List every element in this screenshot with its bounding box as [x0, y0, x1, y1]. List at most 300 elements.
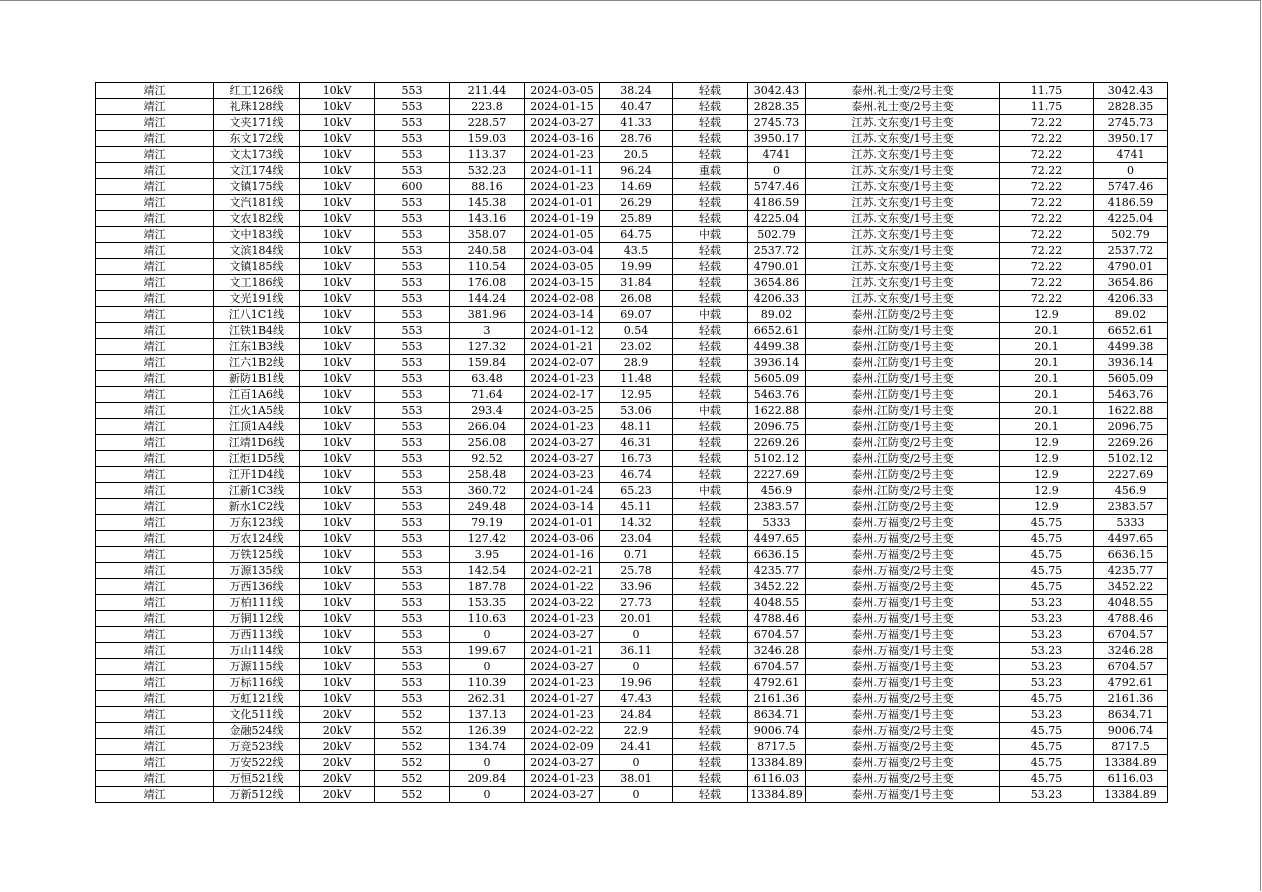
line-name-cell: 江百1A6线: [214, 387, 300, 403]
date-cell: 2024-03-04: [525, 243, 600, 259]
region-cell: 靖江: [96, 739, 214, 755]
load-status-cell: 轻载: [673, 243, 748, 259]
load-rate-cell: 11.48: [600, 371, 673, 387]
region-cell: 靖江: [96, 563, 214, 579]
region-cell: 靖江: [96, 547, 214, 563]
table-row: [96, 355, 1168, 371]
region-cell: 靖江: [96, 259, 214, 275]
load-cell: 153.35: [450, 595, 525, 611]
load-cell: 110.63: [450, 611, 525, 627]
load-rate-cell: 23.04: [600, 531, 673, 547]
transformer-rate-cell: 20.1: [1000, 355, 1094, 371]
transformer-rate-cell: 45.75: [1000, 739, 1094, 755]
load-cell: 3: [450, 323, 525, 339]
load-rate-cell: 24.41: [600, 739, 673, 755]
margin-cell: 89.02: [1094, 307, 1168, 323]
transformer-cell: 泰州.万福变/2号主变: [806, 547, 1000, 563]
transformer-cell: 泰州.万福变/1号主变: [806, 595, 1000, 611]
table-row: [96, 195, 1168, 211]
date-cell: 2024-03-14: [525, 499, 600, 515]
transformer-rate-cell: 53.23: [1000, 611, 1094, 627]
load-rate-cell: 14.69: [600, 179, 673, 195]
date-cell: 2024-03-05: [525, 259, 600, 275]
capacity-cell: 553: [375, 387, 450, 403]
voltage-cell: 10kV: [300, 371, 375, 387]
region-cell: 靖江: [96, 483, 214, 499]
load-rate-cell: 20.01: [600, 611, 673, 627]
line-name-cell: 万铁125线: [214, 547, 300, 563]
transformer-cell: 泰州.万福变/1号主变: [806, 643, 1000, 659]
margin-cell: 2161.36: [1094, 691, 1168, 707]
voltage-cell: 10kV: [300, 435, 375, 451]
transformer-cell: 泰州.万福变/1号主变: [806, 611, 1000, 627]
line-name-cell: 万柏111线: [214, 595, 300, 611]
region-cell: 靖江: [96, 419, 214, 435]
transformer-cell: 泰州.万福变/1号主变: [806, 707, 1000, 723]
capacity-cell: 553: [375, 227, 450, 243]
transformer-rate-cell: 20.1: [1000, 419, 1094, 435]
load-cell: 360.72: [450, 483, 525, 499]
load-cell: 0: [450, 659, 525, 675]
load-status-cell: 重载: [673, 163, 748, 179]
load-cell: 381.96: [450, 307, 525, 323]
voltage-cell: 10kV: [300, 515, 375, 531]
load-status-cell: 轻载: [673, 323, 748, 339]
capacity-cell: 553: [375, 515, 450, 531]
load-cell: 144.24: [450, 291, 525, 307]
voltage-cell: 10kV: [300, 419, 375, 435]
margin-cell: 4788.46: [1094, 611, 1168, 627]
transformer-rate-cell: 12.9: [1000, 451, 1094, 467]
margin-cell: 4186.59: [1094, 195, 1168, 211]
load-status-cell: 轻载: [673, 627, 748, 643]
available-cell: 89.02: [748, 307, 806, 323]
load-status-cell: 轻载: [673, 563, 748, 579]
capacity-cell: 553: [375, 499, 450, 515]
capacity-cell: 553: [375, 259, 450, 275]
date-cell: 2024-03-27: [525, 627, 600, 643]
available-cell: 4790.01: [748, 259, 806, 275]
region-cell: 靖江: [96, 499, 214, 515]
margin-cell: 8717.5: [1094, 739, 1168, 755]
voltage-cell: 10kV: [300, 643, 375, 659]
load-status-cell: 轻载: [673, 131, 748, 147]
region-cell: 靖江: [96, 147, 214, 163]
load-status-cell: 轻载: [673, 531, 748, 547]
capacity-cell: 552: [375, 771, 450, 787]
transformer-rate-cell: 72.22: [1000, 275, 1094, 291]
voltage-cell: 10kV: [300, 659, 375, 675]
load-cell: 211.44: [450, 83, 525, 99]
transformer-rate-cell: 72.22: [1000, 179, 1094, 195]
load-cell: 358.07: [450, 227, 525, 243]
margin-cell: 6652.61: [1094, 323, 1168, 339]
load-rate-cell: 0: [600, 627, 673, 643]
margin-cell: 5747.46: [1094, 179, 1168, 195]
voltage-cell: 10kV: [300, 387, 375, 403]
region-cell: 靖江: [96, 643, 214, 659]
voltage-cell: 20kV: [300, 771, 375, 787]
margin-cell: 3950.17: [1094, 131, 1168, 147]
margin-cell: 3452.22: [1094, 579, 1168, 595]
region-cell: 靖江: [96, 595, 214, 611]
load-rate-cell: 36.11: [600, 643, 673, 659]
transformer-cell: 泰州.万福变/2号主变: [806, 739, 1000, 755]
load-status-cell: 中载: [673, 227, 748, 243]
date-cell: 2024-01-21: [525, 339, 600, 355]
margin-cell: 2828.35: [1094, 99, 1168, 115]
capacity-cell: 552: [375, 707, 450, 723]
transformer-rate-cell: 11.75: [1000, 99, 1094, 115]
table-row: [96, 723, 1168, 739]
capacity-cell: 553: [375, 131, 450, 147]
voltage-cell: 10kV: [300, 291, 375, 307]
date-cell: 2024-03-27: [525, 435, 600, 451]
load-status-cell: 轻载: [673, 595, 748, 611]
available-cell: 3246.28: [748, 643, 806, 659]
voltage-cell: 10kV: [300, 547, 375, 563]
date-cell: 2024-01-22: [525, 579, 600, 595]
load-rate-cell: 26.08: [600, 291, 673, 307]
load-cell: 143.16: [450, 211, 525, 227]
capacity-cell: 553: [375, 419, 450, 435]
load-cell: 0: [450, 627, 525, 643]
capacity-cell: 600: [375, 179, 450, 195]
table-row: [96, 563, 1168, 579]
region-cell: 靖江: [96, 579, 214, 595]
transformer-rate-cell: 53.23: [1000, 627, 1094, 643]
voltage-cell: 10kV: [300, 611, 375, 627]
transformer-cell: 泰州.江防变/2号主变: [806, 483, 1000, 499]
available-cell: 4048.55: [748, 595, 806, 611]
line-name-cell: 文江174线: [214, 163, 300, 179]
capacity-cell: 553: [375, 627, 450, 643]
voltage-cell: 10kV: [300, 83, 375, 99]
region-cell: 靖江: [96, 179, 214, 195]
capacity-cell: 553: [375, 275, 450, 291]
transformer-cell: 泰州.万福变/2号主变: [806, 691, 1000, 707]
line-name-cell: 文中183线: [214, 227, 300, 243]
table-row: [96, 499, 1168, 515]
line-name-cell: 万西113线: [214, 627, 300, 643]
line-name-cell: 万标116线: [214, 675, 300, 691]
date-cell: 2024-02-07: [525, 355, 600, 371]
capacity-cell: 552: [375, 723, 450, 739]
line-name-cell: 万东123线: [214, 515, 300, 531]
transformer-cell: 泰州.万福变/2号主变: [806, 723, 1000, 739]
transformer-cell: 江苏.文东变/1号主变: [806, 227, 1000, 243]
line-name-cell: 江开1D4线: [214, 467, 300, 483]
table-row: [96, 131, 1168, 147]
capacity-cell: 553: [375, 291, 450, 307]
date-cell: 2024-01-23: [525, 179, 600, 195]
line-name-cell: 文夹171线: [214, 115, 300, 131]
table-row: [96, 451, 1168, 467]
load-rate-cell: 38.01: [600, 771, 673, 787]
margin-cell: 3246.28: [1094, 643, 1168, 659]
load-cell: 209.84: [450, 771, 525, 787]
load-rate-cell: 41.33: [600, 115, 673, 131]
table-row: [96, 627, 1168, 643]
available-cell: 6636.15: [748, 547, 806, 563]
transformer-cell: 江苏.文东变/1号主变: [806, 211, 1000, 227]
date-cell: 2024-02-21: [525, 563, 600, 579]
load-rate-cell: 43.5: [600, 243, 673, 259]
margin-cell: 2383.57: [1094, 499, 1168, 515]
line-name-cell: 万虹121线: [214, 691, 300, 707]
capacity-cell: 553: [375, 483, 450, 499]
transformer-cell: 泰州.江防变/1号主变: [806, 371, 1000, 387]
available-cell: 13384.89: [748, 755, 806, 771]
available-cell: 3654.86: [748, 275, 806, 291]
capacity-cell: 553: [375, 211, 450, 227]
voltage-cell: 10kV: [300, 195, 375, 211]
line-name-cell: 文滨184线: [214, 243, 300, 259]
load-rate-cell: 12.95: [600, 387, 673, 403]
available-cell: 4788.46: [748, 611, 806, 627]
transformer-cell: 泰州.江防变/1号主变: [806, 323, 1000, 339]
available-cell: 6704.57: [748, 627, 806, 643]
load-status-cell: 轻载: [673, 115, 748, 131]
margin-cell: 3042.43: [1094, 83, 1168, 99]
region-cell: 靖江: [96, 83, 214, 99]
load-rate-cell: 26.29: [600, 195, 673, 211]
capacity-cell: 553: [375, 99, 450, 115]
region-cell: 靖江: [96, 355, 214, 371]
load-cell: 258.48: [450, 467, 525, 483]
load-rate-cell: 46.31: [600, 435, 673, 451]
transformer-cell: 江苏.文东变/1号主变: [806, 163, 1000, 179]
load-status-cell: 轻载: [673, 451, 748, 467]
transformer-cell: 泰州.万福变/1号主变: [806, 787, 1000, 803]
region-cell: 靖江: [96, 467, 214, 483]
margin-cell: 2537.72: [1094, 243, 1168, 259]
transformer-rate-cell: 53.23: [1000, 659, 1094, 675]
load-status-cell: 中载: [673, 483, 748, 499]
load-cell: 110.54: [450, 259, 525, 275]
load-status-cell: 轻载: [673, 643, 748, 659]
transformer-cell: 江苏.文东变/1号主变: [806, 275, 1000, 291]
transformer-rate-cell: 53.23: [1000, 675, 1094, 691]
capacity-cell: 553: [375, 451, 450, 467]
capacity-cell: 553: [375, 547, 450, 563]
table-row: [96, 323, 1168, 339]
capacity-cell: 553: [375, 643, 450, 659]
region-cell: 靖江: [96, 451, 214, 467]
margin-cell: 4741: [1094, 147, 1168, 163]
table-row: [96, 467, 1168, 483]
table-row: [96, 179, 1168, 195]
load-cell: 0: [450, 787, 525, 803]
date-cell: 2024-03-16: [525, 131, 600, 147]
margin-cell: 0: [1094, 163, 1168, 179]
transformer-cell: 泰州.万福变/2号主变: [806, 771, 1000, 787]
date-cell: 2024-01-11: [525, 163, 600, 179]
margin-cell: 4790.01: [1094, 259, 1168, 275]
load-rate-cell: 69.07: [600, 307, 673, 323]
transformer-rate-cell: 12.9: [1000, 483, 1094, 499]
available-cell: 456.9: [748, 483, 806, 499]
load-cell: 199.67: [450, 643, 525, 659]
date-cell: 2024-01-23: [525, 675, 600, 691]
margin-cell: 2227.69: [1094, 467, 1168, 483]
load-cell: 127.32: [450, 339, 525, 355]
date-cell: 2024-01-23: [525, 771, 600, 787]
table-row: [96, 739, 1168, 755]
table-row: [96, 707, 1168, 723]
table-row: [96, 291, 1168, 307]
transformer-cell: 泰州.万福变/2号主变: [806, 515, 1000, 531]
available-cell: 2227.69: [748, 467, 806, 483]
load-rate-cell: 96.24: [600, 163, 673, 179]
load-cell: 88.16: [450, 179, 525, 195]
voltage-cell: 10kV: [300, 275, 375, 291]
available-cell: 5333: [748, 515, 806, 531]
load-cell: 134.74: [450, 739, 525, 755]
capacity-cell: 553: [375, 323, 450, 339]
load-cell: 223.8: [450, 99, 525, 115]
margin-cell: 6704.57: [1094, 627, 1168, 643]
load-status-cell: 轻载: [673, 739, 748, 755]
load-cell: 3.95: [450, 547, 525, 563]
available-cell: 5102.12: [748, 451, 806, 467]
transformer-cell: 泰州.江防变/2号主变: [806, 499, 1000, 515]
voltage-cell: 10kV: [300, 339, 375, 355]
margin-cell: 4206.33: [1094, 291, 1168, 307]
region-cell: 靖江: [96, 707, 214, 723]
load-cell: 71.64: [450, 387, 525, 403]
transformer-cell: 泰州.江防变/1号主变: [806, 419, 1000, 435]
transformer-cell: 泰州.江防变/1号主变: [806, 355, 1000, 371]
load-cell: 256.08: [450, 435, 525, 451]
transformer-rate-cell: 72.22: [1000, 259, 1094, 275]
capacity-cell: 553: [375, 243, 450, 259]
region-cell: 靖江: [96, 243, 214, 259]
load-rate-cell: 31.84: [600, 275, 673, 291]
transformer-cell: 泰州.礼士变/2号主变: [806, 83, 1000, 99]
transformer-cell: 泰州.万福变/2号主变: [806, 755, 1000, 771]
voltage-cell: 10kV: [300, 563, 375, 579]
date-cell: 2024-03-22: [525, 595, 600, 611]
load-rate-cell: 14.32: [600, 515, 673, 531]
date-cell: 2024-02-08: [525, 291, 600, 307]
transformer-rate-cell: 12.9: [1000, 435, 1094, 451]
transformer-rate-cell: 72.22: [1000, 243, 1094, 259]
line-name-cell: 万铜112线: [214, 611, 300, 627]
transformer-rate-cell: 45.75: [1000, 515, 1094, 531]
line-name-cell: 江靖1D6线: [214, 435, 300, 451]
date-cell: 2024-02-17: [525, 387, 600, 403]
transformer-cell: 泰州.江防变/2号主变: [806, 435, 1000, 451]
transformer-rate-cell: 20.1: [1000, 339, 1094, 355]
voltage-cell: 10kV: [300, 99, 375, 115]
load-status-cell: 轻载: [673, 275, 748, 291]
capacity-cell: 553: [375, 467, 450, 483]
region-cell: 靖江: [96, 675, 214, 691]
available-cell: 2269.26: [748, 435, 806, 451]
date-cell: 2024-01-21: [525, 643, 600, 659]
load-rate-cell: 0: [600, 787, 673, 803]
line-name-cell: 红工126线: [214, 83, 300, 99]
region-cell: 靖江: [96, 227, 214, 243]
load-cell: 0: [450, 755, 525, 771]
voltage-cell: 10kV: [300, 451, 375, 467]
load-status-cell: 轻载: [673, 707, 748, 723]
load-rate-cell: 0: [600, 755, 673, 771]
margin-cell: 1622.88: [1094, 403, 1168, 419]
load-rate-cell: 45.11: [600, 499, 673, 515]
margin-cell: 5102.12: [1094, 451, 1168, 467]
table-row: [96, 755, 1168, 771]
line-name-cell: 江炬1D5线: [214, 451, 300, 467]
capacity-cell: 553: [375, 675, 450, 691]
transformer-cell: 江苏.文东变/1号主变: [806, 179, 1000, 195]
region-cell: 靖江: [96, 627, 214, 643]
region-cell: 靖江: [96, 195, 214, 211]
table-row: [96, 643, 1168, 659]
table-row: [96, 595, 1168, 611]
available-cell: 5747.46: [748, 179, 806, 195]
line-name-cell: 文汽181线: [214, 195, 300, 211]
margin-cell: 502.79: [1094, 227, 1168, 243]
load-cell: 266.04: [450, 419, 525, 435]
load-status-cell: 轻载: [673, 579, 748, 595]
voltage-cell: 10kV: [300, 179, 375, 195]
load-rate-cell: 16.73: [600, 451, 673, 467]
load-status-cell: 轻载: [673, 691, 748, 707]
margin-cell: 3654.86: [1094, 275, 1168, 291]
data-table: [95, 82, 1168, 803]
margin-cell: 4235.77: [1094, 563, 1168, 579]
date-cell: 2024-01-16: [525, 547, 600, 563]
transformer-cell: 江苏.文东变/1号主变: [806, 291, 1000, 307]
transformer-rate-cell: 11.75: [1000, 83, 1094, 99]
table-row: [96, 387, 1168, 403]
transformer-cell: 江苏.文东变/1号主变: [806, 195, 1000, 211]
margin-cell: 4048.55: [1094, 595, 1168, 611]
capacity-cell: 553: [375, 163, 450, 179]
date-cell: 2024-01-15: [525, 99, 600, 115]
transformer-cell: 泰州.万福变/1号主变: [806, 627, 1000, 643]
available-cell: 13384.89: [748, 787, 806, 803]
table-row: [96, 515, 1168, 531]
transformer-rate-cell: 53.23: [1000, 787, 1094, 803]
transformer-cell: 泰州.万福变/1号主变: [806, 675, 1000, 691]
table-row: [96, 243, 1168, 259]
line-name-cell: 万源115线: [214, 659, 300, 675]
voltage-cell: 10kV: [300, 355, 375, 371]
available-cell: 6652.61: [748, 323, 806, 339]
voltage-cell: 20kV: [300, 755, 375, 771]
transformer-cell: 泰州.江防变/1号主变: [806, 403, 1000, 419]
margin-cell: 2269.26: [1094, 435, 1168, 451]
line-name-cell: 文工186线: [214, 275, 300, 291]
table-row: [96, 83, 1168, 99]
date-cell: 2024-03-06: [525, 531, 600, 547]
transformer-rate-cell: 20.1: [1000, 323, 1094, 339]
date-cell: 2024-01-01: [525, 195, 600, 211]
load-rate-cell: 65.23: [600, 483, 673, 499]
load-cell: 126.39: [450, 723, 525, 739]
margin-cell: 6116.03: [1094, 771, 1168, 787]
available-cell: 4499.38: [748, 339, 806, 355]
transformer-rate-cell: 12.9: [1000, 499, 1094, 515]
load-rate-cell: 25.89: [600, 211, 673, 227]
load-rate-cell: 19.96: [600, 675, 673, 691]
available-cell: 4792.61: [748, 675, 806, 691]
margin-cell: 456.9: [1094, 483, 1168, 499]
transformer-cell: 泰州.万福变/1号主变: [806, 659, 1000, 675]
